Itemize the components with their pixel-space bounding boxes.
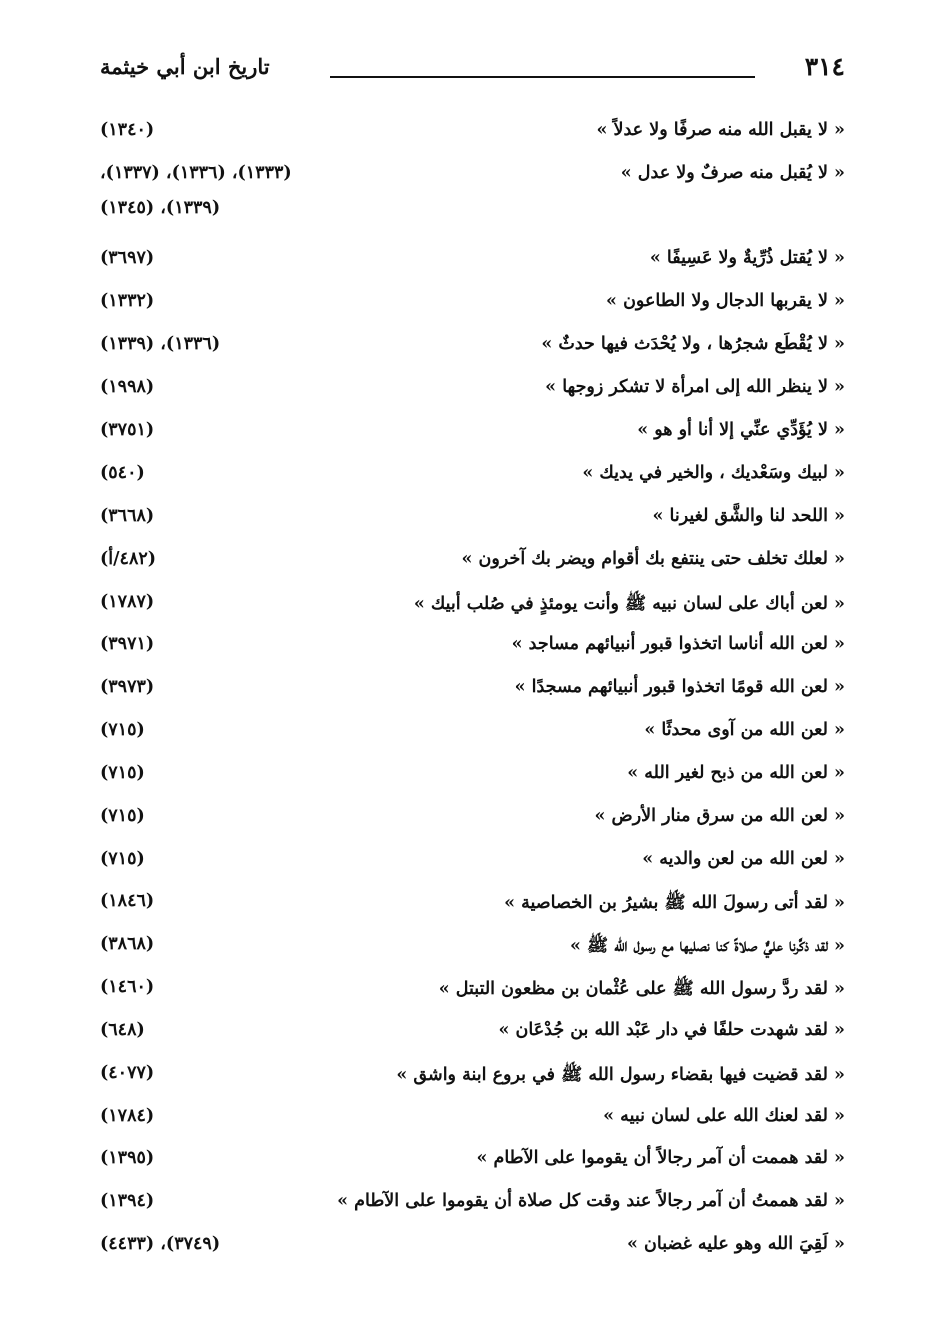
entry-refs: (١٣٣٣)، (١٣٣٦)، (١٣٣٧)، <box>100 163 292 183</box>
entry-text: « لَقِيَ الله وهو عليه غضبان » <box>627 1234 845 1254</box>
entry-text: « لعن الله من ذبح لغير الله » <box>627 763 845 783</box>
header-rule <box>330 76 755 78</box>
entry-text: « لعلك تخلف حتى ينتفع بك أقوام ويضر بك آخرون » <box>461 549 845 569</box>
entry-refs: (٧١٥) <box>100 849 145 869</box>
entry-text: « لقد أتى رسولَ الله ﷺ بشيرُ بن الخصاصية » <box>504 893 845 913</box>
entry-text: « لا يُؤَدِّي عنِّي إلا أنا أو هو » <box>637 420 845 440</box>
entry-refs: (٦٤٨) <box>100 1020 145 1040</box>
entry-text: « لا يقربها الدجال ولا الطاعون » <box>606 291 845 311</box>
entry-refs: (١٣٣٢) <box>100 291 155 311</box>
index-entry <box>100 1014 845 1054</box>
entry-text: « لا ينظر الله إلى امرأة لا تشكر زوجها » <box>545 377 845 397</box>
entry-text: « لعن الله من آوى محدثًا » <box>644 720 845 740</box>
entry-refs: (١٨٤٦) <box>100 891 155 911</box>
entry-refs: (١٧٨٧) <box>100 592 155 612</box>
entry-refs: (٣٩٧١) <box>100 634 155 654</box>
entry-text: « لقد لعنك الله على لسان نبيه » <box>603 1106 845 1126</box>
index-entry <box>100 971 845 1011</box>
entry-refs: (٣٦٩٧) <box>100 248 155 268</box>
index-entry <box>100 1142 845 1182</box>
index-entry <box>100 328 845 368</box>
entry-refs: (٣٨٦٨) <box>100 934 155 954</box>
index-entry <box>100 500 845 540</box>
index-entry <box>100 543 845 583</box>
entry-refs: (١٤٦٠) <box>100 977 155 997</box>
index-entry <box>100 1057 845 1097</box>
entry-text: « لعن الله قومًا اتخذوا قبور أنبيائهم مسجدًا » <box>514 677 845 697</box>
entry-refs: (١٣٩٥) <box>100 1148 155 1168</box>
index-entry <box>100 157 845 197</box>
index-entry <box>100 414 845 454</box>
entry-refs: (٣٩٧٣) <box>100 677 155 697</box>
index-entry <box>100 800 845 840</box>
entry-text: « لقد هممتُ أن آمر رجالاً عند وقت كل صلاة أن يقوموا على الآطام » <box>337 1191 845 1211</box>
entry-text: « لعن الله من لعن والديه » <box>642 849 845 869</box>
entry-refs: (٣٧٤٩)، (٤٤٣٣) <box>100 1234 221 1254</box>
index-entry <box>100 1185 845 1225</box>
index-entry <box>100 843 845 883</box>
index-entry <box>100 114 845 154</box>
index-entry <box>100 371 845 411</box>
entry-text: « لقد شهدت حلفًا في دار عَبْد الله بن جُدْعَان » <box>498 1020 845 1040</box>
entry-text: « لا يقبل الله منه صرفًا ولا عدلاً » <box>596 120 845 140</box>
entry-text: « اللحد لنا والشَّق لغيرنا » <box>652 506 845 526</box>
book-title: تاريخ ابن أبي خيثمة <box>100 54 270 79</box>
entry-refs: (٥٤٠) <box>100 463 145 483</box>
index-entry <box>100 242 845 282</box>
entry-text: « لقد ذكَّرنا عليٌّ صلاةً كنا نصليها مع رسول الله ﷺ » <box>570 936 845 956</box>
entry-refs: (٧١٥) <box>100 720 145 740</box>
entry-text: « لقد قضيت فيها بقضاء رسول الله ﷺ في بروع ابنة واشق » <box>396 1065 845 1085</box>
index-entry <box>100 757 845 797</box>
entry-refs: (٧١٥) <box>100 806 145 826</box>
index-entry <box>100 885 845 925</box>
index-entry <box>100 1100 845 1140</box>
entry-refs: (٣٧٥١) <box>100 420 155 440</box>
index-entry <box>100 628 845 668</box>
entry-refs: (٤٨٢/أ) <box>100 549 157 569</box>
entry-text: « لا يُقبل منه صرفٌ ولا عدل » <box>620 163 845 183</box>
entry-text: « لا يُقتل ذُرِّيةٌ ولا عَسِيفًا » <box>649 248 845 268</box>
entry-text: « لعن أباك على لسان نبيه ﷺ وأنت يومئذٍ في صُلب أبيك » <box>413 594 845 614</box>
entry-text: « لا يُقْطَع شجرُها ، ولا يُحْدَث فيها حدثٌ » <box>541 334 845 354</box>
index-entry <box>100 714 845 754</box>
entry-text: « لبيك وسَعْديك ، والخير في يديك » <box>582 463 845 483</box>
entry-refs: (٣٦٦٨) <box>100 506 155 526</box>
entry-refs: (٤٠٧٧) <box>100 1063 155 1083</box>
entry-text: « لعن الله من سرق منار الأرض » <box>594 806 845 826</box>
index-entry <box>100 671 845 711</box>
entry-refs: (١٣٩٤) <box>100 1191 155 1211</box>
entry-refs: (١٩٩٨) <box>100 377 155 397</box>
entry-text: « لعن الله أناسا اتخذوا قبور أنبيائهم مساجد » <box>511 634 845 654</box>
page-header <box>100 52 845 96</box>
entry-text: « لقد ردَّ رسول الله ﷺ على عُثْمان بن مظعون التبتل » <box>438 979 845 999</box>
entry-text: « لقد هممت أن آمر رجالاً أن يقوموا على الآطام » <box>476 1148 845 1168</box>
page-number: ٣١٤ <box>804 52 845 81</box>
entry-refs: (١٣٤٠) <box>100 120 155 140</box>
entry-refs: (٧١٥) <box>100 763 145 783</box>
entry-refs-continued: (١٣٣٩)، (١٣٤٥) <box>100 198 221 218</box>
entry-refs: (١٣٣٦)، (١٣٣٩) <box>100 334 221 354</box>
index-entry <box>100 928 845 968</box>
index-entry <box>100 457 845 497</box>
index-entry <box>100 586 845 626</box>
index-entry <box>100 285 845 325</box>
index-entry <box>100 1228 845 1268</box>
entry-refs: (١٧٨٤) <box>100 1106 155 1126</box>
